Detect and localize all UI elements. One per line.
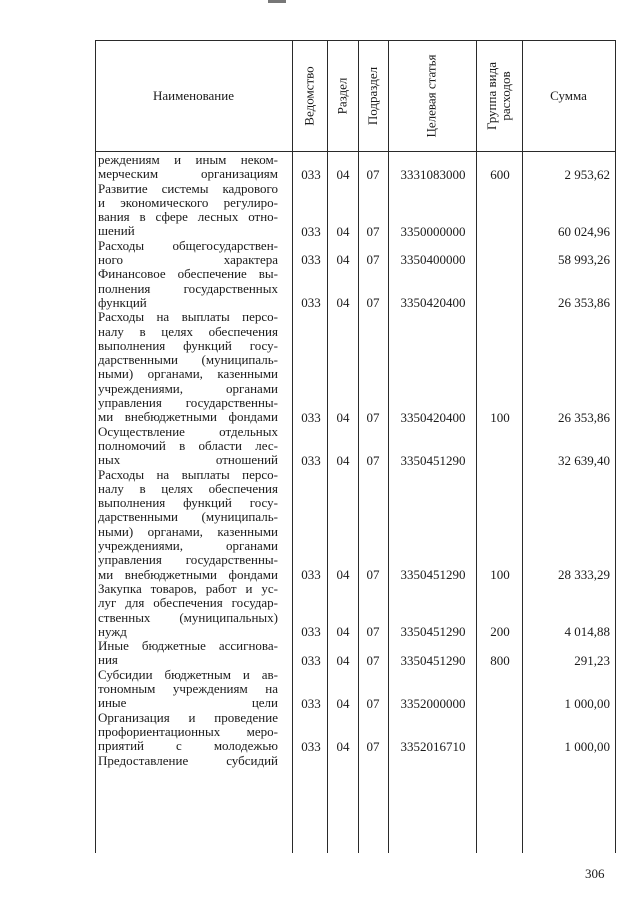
row-section: 04 xyxy=(336,695,350,711)
row-name-line: полномочий в области лес- xyxy=(98,438,278,453)
row-department: 033 xyxy=(301,738,321,754)
row-name xyxy=(98,153,278,182)
row-sum: 2 953,62 xyxy=(564,166,610,182)
row-name xyxy=(98,754,278,768)
row-subsection: 07 xyxy=(366,624,380,640)
table-row xyxy=(0,582,640,639)
row-section: 04 xyxy=(336,652,350,668)
row-name-line: профориентационных меро- xyxy=(98,724,278,739)
row-subsection: 07 xyxy=(366,252,380,268)
row-department: 033 xyxy=(301,223,321,239)
header-department: Ведомство xyxy=(301,65,317,126)
row-sum: 1 000,00 xyxy=(564,695,610,711)
row-name-line: луг для обеспечения государ- xyxy=(98,596,278,611)
row-name-line: ми внебюджетными фондами xyxy=(98,567,278,582)
table-row xyxy=(0,639,640,668)
row-name-line: учреждениями, органами xyxy=(98,381,278,396)
header-subsection: Подраздел xyxy=(365,66,381,125)
row-target: 3350420400 xyxy=(400,409,466,425)
row-section: 04 xyxy=(336,409,350,425)
row-name-line: приятий с молодежью xyxy=(98,739,278,754)
row-group: 100 xyxy=(490,409,510,425)
row-section: 04 xyxy=(336,452,350,468)
row-group: 100 xyxy=(490,566,510,582)
table-row xyxy=(0,711,640,754)
row-name xyxy=(98,639,278,668)
row-name-line: реждениям и иным неком- xyxy=(98,153,278,167)
row-target: 3350000000 xyxy=(400,223,466,239)
row-sum: 1 000,00 xyxy=(564,738,610,754)
row-subsection: 07 xyxy=(366,295,380,311)
table-row xyxy=(0,425,640,468)
table-row xyxy=(0,668,640,711)
row-name-line: нужд xyxy=(98,624,127,639)
row-subsection: 07 xyxy=(366,695,380,711)
row-group: 600 xyxy=(490,166,510,182)
row-target: 3350451290 xyxy=(400,452,466,468)
row-target: 3350451290 xyxy=(400,652,466,668)
row-name-line: ственных (муниципальных) xyxy=(98,610,278,625)
row-department: 033 xyxy=(301,695,321,711)
row-sum: 291,23 xyxy=(574,652,610,668)
row-name-line: управления государственны- xyxy=(98,553,278,568)
row-section: 04 xyxy=(336,738,350,754)
row-sum: 26 353,86 xyxy=(558,295,610,311)
row-sum: 60 024,96 xyxy=(558,223,610,239)
table-row xyxy=(0,754,640,768)
header-target: Целевая статья xyxy=(423,53,439,138)
row-department: 033 xyxy=(301,295,321,311)
row-department: 033 xyxy=(301,566,321,582)
row-subsection: 07 xyxy=(366,652,380,668)
row-name-line: выполнения функций госу- xyxy=(98,338,278,353)
row-sum: 26 353,86 xyxy=(558,409,610,425)
row-target: 3350451290 xyxy=(400,624,466,640)
row-sum: 4 014,88 xyxy=(564,624,610,640)
row-name-line: мерческим организациям xyxy=(98,167,278,182)
row-subsection: 07 xyxy=(366,409,380,425)
row-section: 04 xyxy=(336,252,350,268)
row-name xyxy=(98,711,278,754)
row-group: 800 xyxy=(490,652,510,668)
row-name-line: шений xyxy=(98,224,135,239)
row-name-line: Расходы на выплаты персо- xyxy=(98,310,278,325)
row-section: 04 xyxy=(336,295,350,311)
row-section: 04 xyxy=(336,166,350,182)
table-row xyxy=(0,468,640,582)
row-name-line: ными) органами, казенными xyxy=(98,367,278,382)
row-name xyxy=(98,668,278,711)
row-name-line: тономным учреждениям на xyxy=(98,682,278,697)
row-subsection: 07 xyxy=(366,166,380,182)
row-name-line: дарственными (муниципаль- xyxy=(98,510,278,525)
row-name-line: Развитие системы кадрового xyxy=(98,181,278,196)
row-subsection: 07 xyxy=(366,223,380,239)
row-name-line: ния xyxy=(98,653,118,668)
row-department: 033 xyxy=(301,252,321,268)
table-row xyxy=(0,153,640,182)
table-row xyxy=(0,267,640,310)
row-sum: 28 333,29 xyxy=(558,566,610,582)
row-department: 033 xyxy=(301,166,321,182)
row-name-line: учреждениями, органами xyxy=(98,539,278,554)
row-target: 3350451290 xyxy=(400,566,466,582)
row-department: 033 xyxy=(301,652,321,668)
header-sum: Сумма xyxy=(550,87,587,103)
header-section: Раздел xyxy=(334,77,350,114)
row-name-line: функций xyxy=(98,295,147,310)
row-name-line: Организация и проведение xyxy=(98,710,278,725)
row-name-line: управления государственны- xyxy=(98,396,278,411)
row-name-line: Осуществление отдельных xyxy=(98,424,278,439)
row-target: 3352000000 xyxy=(400,695,466,711)
row-subsection: 07 xyxy=(366,566,380,582)
row-name-line: ми внебюджетными фондами xyxy=(98,410,278,425)
row-name xyxy=(98,267,278,310)
row-name-line: ного характера xyxy=(98,253,278,268)
row-name-line: иные цели xyxy=(98,696,278,711)
page-number: 306 xyxy=(585,866,605,881)
row-name-line: Субсидии бюджетным и ав- xyxy=(98,667,278,682)
row-name-line: Расходы общегосударствен- xyxy=(98,238,278,253)
row-name-line: Предоставление субсидий xyxy=(98,753,278,768)
row-section: 04 xyxy=(336,624,350,640)
row-name xyxy=(98,182,278,239)
row-subsection: 07 xyxy=(366,738,380,754)
header-name: Наименование xyxy=(153,87,234,103)
row-name-line: налу в целях обеспечения xyxy=(98,481,278,496)
row-name-line: Закупка товаров, работ и ус- xyxy=(98,582,278,596)
table-row xyxy=(0,182,640,239)
grid-line xyxy=(95,151,616,152)
row-name-line: Расходы на выплаты персо- xyxy=(98,467,278,482)
row-department: 033 xyxy=(301,452,321,468)
row-name-line: выполнения функций госу- xyxy=(98,496,278,511)
row-name xyxy=(98,310,278,424)
row-name xyxy=(98,425,278,468)
row-department: 033 xyxy=(301,624,321,640)
row-target: 3350420400 xyxy=(400,295,466,311)
row-name-line: Финансовое обеспечение вы- xyxy=(98,267,278,282)
row-name-line: дарственными (муниципаль- xyxy=(98,353,278,368)
row-name-line: ных отношений xyxy=(98,453,278,468)
row-department: 033 xyxy=(301,409,321,425)
row-name-line: полнения государственных xyxy=(98,281,278,296)
table-row xyxy=(0,310,640,424)
row-sum: 58 993,26 xyxy=(558,252,610,268)
row-section: 04 xyxy=(336,223,350,239)
row-sum: 32 639,40 xyxy=(558,452,610,468)
row-name xyxy=(98,582,278,639)
row-target: 3350400000 xyxy=(400,252,466,268)
row-section: 04 xyxy=(336,566,350,582)
row-subsection: 07 xyxy=(366,452,380,468)
scan-artifact xyxy=(268,0,286,3)
row-name xyxy=(98,468,278,582)
row-name-line: вания в сфере лесных отно- xyxy=(98,210,278,225)
row-name-line: налу в целях обеспечения xyxy=(98,324,278,339)
row-name-line: и экономического регулиро- xyxy=(98,195,278,210)
row-group: 200 xyxy=(490,624,510,640)
row-name xyxy=(98,239,278,268)
row-target: 3331083000 xyxy=(400,166,466,182)
table-row xyxy=(0,239,640,268)
header-group: Группа вида расходов xyxy=(484,61,514,130)
row-name-line: Иные бюджетные ассигнова- xyxy=(98,639,278,654)
row-name-line: ными) органами, казенными xyxy=(98,524,278,539)
row-target: 3352016710 xyxy=(400,738,466,754)
